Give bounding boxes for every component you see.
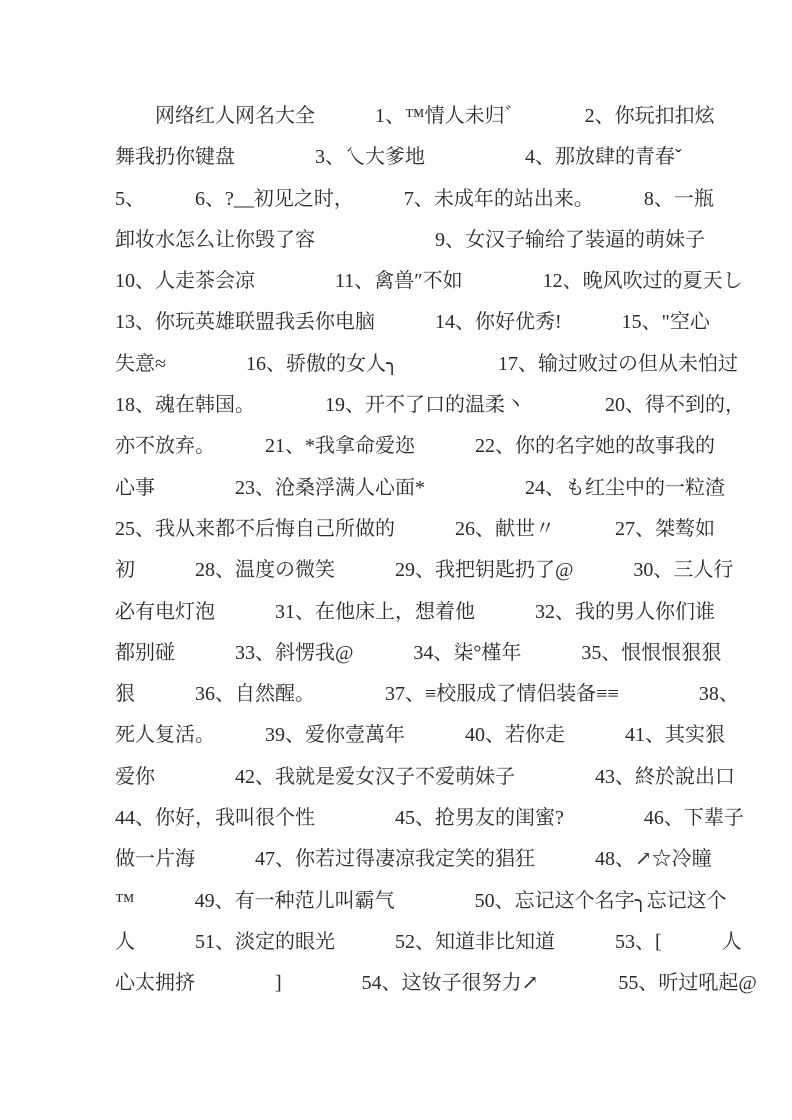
text-line: 网络红人网名大全 1、™情人未归゛ 2、你玩扣扣炫 <box>115 105 715 127</box>
text-line: 心事 23、沧桑浮满人心面* 24、も红尘中的一粒渣 <box>115 476 725 499</box>
text-line: 5、 6、?__初见之时， 7、未成年的站出来。 8、一瓶 <box>115 187 714 210</box>
text-line: 10、人走茶会凉 11、禽兽″不如 12、晚风吹过的夏天し <box>115 270 743 293</box>
text-line: 25、我从来都不后悔自己所做的 26、献世〃 27、桀骜如 <box>115 517 715 540</box>
text-line: 舞我扔你键盘 3、乀大爹地 4、那放肆的青春ˇ <box>115 146 682 169</box>
document-text-block <box>115 96 757 1005</box>
text-line: 18、魂在韩国。 19、开不了口的温柔丶 20、得不到的， <box>115 394 745 417</box>
text-line: 亦不放弃。 21、*我拿命爱迩 22、你的名字她的故事我的 <box>115 435 715 458</box>
text-line: 死人复活。 39、爱你壹萬年 40、若你走 41、其实狠 <box>115 724 725 747</box>
text-line: 卸妆水怎么让你毁了容 9、女汉子输给了装逼的萌妹子 <box>115 228 705 251</box>
text-line: 失意≈ 16、骄傲的女人╮ 17、输过败过の但从未怕过 <box>115 352 739 375</box>
text-line: 做一片海 47、你若过得凄凉我定笑的猖狂 48、↗☆冷瞳 <box>115 848 712 871</box>
text-line: 都别碰 33、斜愣我@ 34、柒°槿年 35、恨恨恨狠狠 <box>115 641 722 664</box>
text-line: 爱你 42、我就是爱女汉子不爱萌妹子 43、終於說出口 <box>115 765 735 788</box>
text-line: 44、你好，我叫很个性 45、抢男友的闺蜜? 46、下辈子 <box>115 807 744 830</box>
text-line: 必有电灯泡 31、在他床上，想着他 32、我的男人你们谁 <box>115 600 715 623</box>
text-line: 心太拥挤 ] 54、这钕子很努力↗ 55、听过吼起@ <box>115 972 757 995</box>
text-line: ™ 49、有一种范儿叫霸气 50、忘记这个名字╮忘记这个 <box>115 889 727 912</box>
text-line: 初 28、温度の微笑 29、我把钥匙扔了@ 30、三人行 <box>115 559 734 582</box>
text-line: 13、你玩英雄联盟我丢你电脑 14、你好优秀! 15、"空心 <box>115 311 710 334</box>
text-line: 狠 36、自然醒。 37、≡校服成了情侣装备≡≡ 38、 <box>115 683 739 706</box>
text-line: 人 51、淡定的眼光 52、知道非比知道 53、[ 人 <box>115 930 742 953</box>
